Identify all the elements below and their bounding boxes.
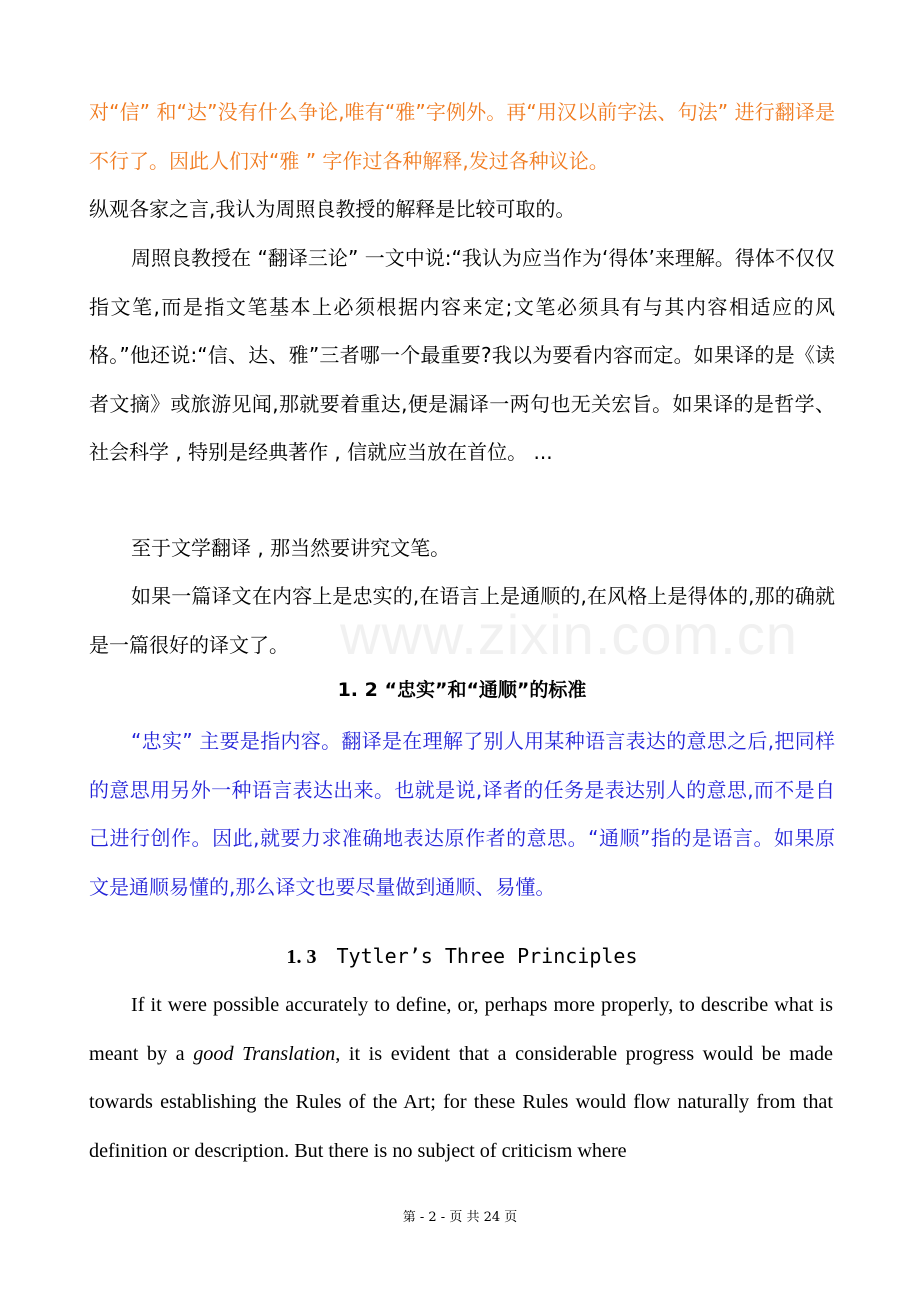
section-heading-1-2: 1. 2 “忠实”和“通顺”的标准 — [337, 679, 587, 701]
section-heading-1-3 — [89, 941, 835, 972]
paragraph-xin-da-ya — [89, 88, 835, 234]
paragraph-faithful-smooth: “忠实” 主要是指内容。翻译是在理解了别人用某种语言表达的意思之后,把同样的意思用另外一种语言表达出来。也就是说,译者的任务是表达别人的意思,而不是自己进行创作。因此,就要力求准确地表达原作者的意思。“通顺”指的是语言。如果原文是通顺易懂的,那么译文也要尽量做到通顺、易懂。 — [89, 729, 835, 899]
paragraph-zhou-zhaoliang: 周照良教授在 “翻译三论” 一文中说:“我认为应当作为‘得体’来理解。得体不仅仅指文笔,而是指文笔基本上必须根据内容来定;文笔必须具有与其内容相适应的风格。”他还说:“信、达、雅”三者哪一个最重要?我以为要看内容而定。如果译的是《读者文摘》或旅游见闻,那就要着重达,便是漏译一两句也无关宏旨。如果译的是哲学、社会科学 , 特别是经典著作 , 信就应当放在首位。 ... — [89, 246, 835, 464]
paragraph-literary-translation: 至于文学翻译 , 那当然要讲究文笔。 — [131, 536, 451, 560]
paragraph-tytler-part2: , it is evident that a considerable progress would be made towards establishing the Rules of the Art; for these Rules would flow naturally from that definition or description. But there is no subject of criticism where — [89, 1042, 833, 1162]
paragraph-tytler-part1: If it were possible accurately to define, or, perhaps more properly, to describe what is meant by a — [89, 994, 833, 1065]
page-footer: 第 - 2 - 页 共 24 页 — [402, 1210, 518, 1225]
paragraph-good-translation: 如果一篇译文在内容上是忠实的,在语言上是通顺的,在风格上是得体的,那的确就是一篇很好的译文了。 — [89, 584, 835, 657]
watermark: www.zixin.com.cn — [340, 603, 798, 666]
paragraph-tytler-italic: good Translation — [193, 1042, 336, 1065]
paragraph-tytler — [89, 981, 833, 1175]
section-number: 1. 3 — [286, 946, 317, 968]
section-title: Tytler’s Three Principles — [336, 944, 638, 968]
paragraph-xin-da-ya-text: 对“信” 和“达”没有什么争论,唯有“雅”字例外。再“用汉以前字法、句法” 进行翻译是不行了。因此人们对“雅 ” 字作过各种解释,发过各种议论。 — [89, 100, 835, 173]
paragraph-xin-da-ya-tail: 纵观各家之言,我认为周照良教授的解释是比较可取的。 — [89, 197, 576, 221]
